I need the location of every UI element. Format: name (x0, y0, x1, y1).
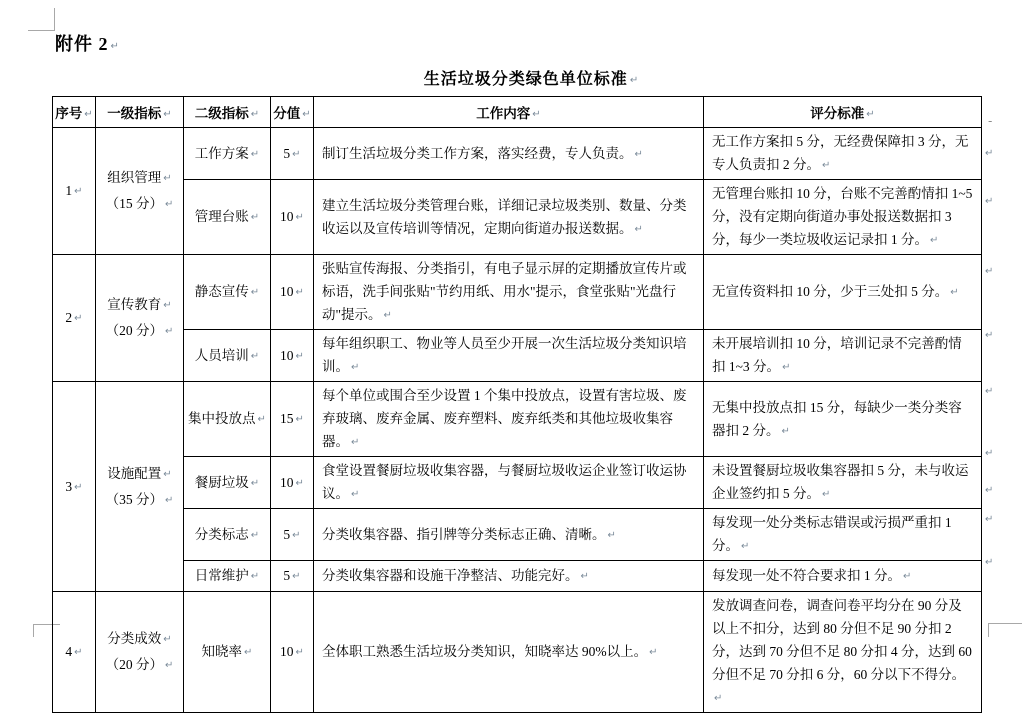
score-value: 10 (280, 284, 294, 299)
cell-work-content (314, 382, 704, 457)
paragraph-mark-icon: ↵ (383, 310, 392, 321)
paragraph-mark-icon: ↵ (302, 109, 311, 120)
paragraph-mark-icon: ↵ (163, 300, 172, 311)
score-value: 15 (280, 411, 294, 426)
scoring-criteria: 未设置餐厨垃圾收集容器扣 5 分，未与收运企业签约扣 5 分。 (712, 463, 969, 501)
cell-secondary-indicator (184, 180, 271, 255)
work-content: 分类收集容器和设施干净整洁、功能完好。 (322, 568, 579, 583)
row-no: 1 (65, 183, 73, 198)
paragraph-mark-icon: ↵ (74, 313, 83, 324)
row-end-mark: ↵ (985, 386, 994, 397)
cell-secondary-indicator (184, 509, 271, 561)
paragraph-mark-icon: ↵ (822, 160, 831, 171)
cell-scoring-criteria (704, 382, 982, 457)
paragraph-mark-icon: ↵ (295, 350, 304, 362)
cell-score (271, 330, 314, 382)
paragraph-mark-icon: ↵ (163, 173, 172, 184)
paragraph-mark-icon: ↵ (822, 489, 831, 500)
paragraph-mark-icon: ↵ (930, 235, 939, 246)
score-value: 10 (280, 474, 294, 490)
score-value: 10 (280, 347, 294, 363)
secondary-indicator: 集中投放点 (188, 411, 256, 426)
paragraph-mark-icon: ↵ (580, 571, 589, 582)
cell-scoring-criteria (704, 457, 982, 509)
paragraph-mark-icon: ↵ (903, 571, 912, 582)
cell-scoring-criteria (704, 255, 982, 330)
row-end-mark: ↵ (985, 557, 994, 568)
row-no: 3 (65, 478, 73, 494)
scoring-criteria: 无集中投放点扣 15 分，每缺少一类分类容器扣 2 分。 (712, 399, 962, 438)
row-end-mark: ↵ (985, 485, 994, 496)
page-corner-mark-bottom-right (988, 623, 1022, 637)
cell-primary-indicator (96, 255, 184, 382)
header-label: 二级指标 (194, 106, 249, 121)
row-end-mark: ↵ (985, 330, 994, 341)
cell-secondary-indicator (184, 255, 271, 330)
standards-table (52, 96, 982, 713)
paragraph-mark-icon: ↵ (629, 75, 640, 86)
primary-indicator: 设施配置 (107, 465, 162, 481)
work-content: 分类收集容器、指引牌等分类标志正确、清晰。 (322, 526, 606, 542)
work-content: 每年组织职工、物业等人员至少开展一次生活垃圾分类知识培训。 (322, 336, 687, 374)
primary-indicator: 分类成效 (107, 631, 162, 646)
primary-indicator: 组织管理 (107, 170, 162, 185)
cell-scoring-criteria (704, 330, 982, 382)
row-no: 2 (65, 310, 73, 325)
column-header-content (314, 97, 704, 128)
header-label: 分值 (273, 106, 301, 121)
paragraph-mark-icon: ↵ (250, 212, 260, 223)
score-value: 5 (283, 145, 291, 161)
table-row (53, 180, 982, 255)
scoring-criteria: 未开展培训扣 10 分，培训记录不完善酌情扣 1~3 分。 (712, 336, 962, 374)
row-end-mark: ↵ (985, 148, 994, 159)
primary-indicator: 宣传教育 (107, 297, 162, 312)
cell-secondary-indicator (184, 330, 271, 382)
document-title (52, 66, 981, 89)
scoring-criteria: 每发现一处不符合要求扣 1 分。 (712, 568, 901, 583)
secondary-indicator: 日常维护 (194, 568, 249, 583)
paragraph-mark-icon: ↵ (295, 414, 304, 425)
paragraph-mark-icon: ↵ (250, 148, 260, 160)
paragraph-mark-icon: ↵ (164, 494, 174, 506)
cell-work-content (314, 180, 704, 255)
paragraph-mark-icon: ↵ (250, 571, 260, 582)
cell-secondary-indicator (184, 561, 271, 592)
header-label: 序号 (55, 106, 83, 121)
paragraph-mark-icon: ↵ (110, 41, 120, 52)
paragraph-mark-icon: ↵ (741, 541, 750, 552)
paragraph-mark-icon: ↵ (634, 148, 643, 160)
paragraph-mark-icon: ↵ (244, 647, 253, 658)
table-row (53, 561, 982, 592)
cell-scoring-criteria (704, 509, 982, 561)
dash-mark: - (988, 114, 993, 128)
paragraph-mark-icon: ↵ (714, 693, 723, 704)
paragraph-mark-icon: ↵ (351, 489, 360, 500)
table-row (53, 457, 982, 509)
row-end-mark: ↵ (985, 514, 994, 525)
cell-work-content (314, 128, 704, 180)
primary-score: （20 分） (105, 657, 163, 672)
row-end-mark: ↵ (985, 266, 994, 277)
cell-scoring-criteria (704, 128, 982, 180)
paragraph-mark-icon: ↵ (781, 425, 790, 437)
cell-score (271, 382, 314, 457)
paragraph-mark-icon: ↵ (250, 477, 260, 489)
cell-score (271, 180, 314, 255)
score-value: 10 (280, 644, 294, 659)
cell-score (271, 509, 314, 561)
paragraph-mark-icon: ↵ (634, 223, 643, 235)
paragraph-mark-icon: ↵ (292, 571, 301, 582)
paragraph-mark-icon: ↵ (250, 109, 260, 120)
cell-work-content (314, 457, 704, 509)
paragraph-mark-icon: ↵ (164, 326, 174, 337)
secondary-indicator: 餐厨垃圾 (194, 474, 249, 490)
paragraph-mark-icon: ↵ (351, 362, 360, 373)
cell-work-content (314, 330, 704, 382)
secondary-indicator: 人员培训 (194, 347, 249, 363)
table-row (53, 382, 982, 457)
paragraph-mark-icon: ↵ (295, 477, 304, 489)
header-label: 工作内容 (476, 106, 531, 121)
paragraph-mark-icon: ↵ (950, 287, 959, 298)
cell-secondary-indicator (184, 382, 271, 457)
table-row (53, 255, 982, 330)
paragraph-mark-icon: ↵ (351, 437, 360, 448)
column-header-no (53, 97, 96, 128)
cell-primary-indicator (96, 382, 184, 592)
row-end-mark: ↵ (985, 196, 994, 207)
header-label: 一级指标 (107, 106, 162, 121)
column-header-criteria (704, 97, 982, 128)
paragraph-mark-icon: ↵ (607, 529, 616, 541)
cell-row-no (53, 382, 96, 592)
cell-score (271, 561, 314, 592)
paragraph-mark-icon: ↵ (164, 199, 174, 210)
scoring-criteria: 无宣传资料扣 10 分，少于三处扣 5 分。 (712, 284, 949, 299)
cell-score (271, 128, 314, 180)
score-value: 10 (280, 209, 294, 224)
cell-score (271, 255, 314, 330)
cell-secondary-indicator (184, 592, 271, 713)
paragraph-mark-icon: ↵ (250, 287, 260, 298)
column-header-score (271, 97, 314, 128)
secondary-indicator: 管理台账 (194, 209, 249, 224)
paragraph-mark-icon: ↵ (292, 529, 301, 541)
attachment-label (55, 30, 120, 56)
cell-row-no (53, 592, 96, 713)
paragraph-mark-icon: ↵ (532, 109, 541, 120)
scoring-criteria: 无工作方案扣 5 分，无经费保障扣 3 分，无专人负责扣 2 分。 (712, 134, 969, 172)
primary-score: （15 分） (105, 196, 163, 211)
cell-primary-indicator (96, 592, 184, 713)
row-end-mark: ↵ (985, 448, 994, 459)
paragraph-mark-icon: ↵ (163, 468, 172, 480)
score-value: 5 (283, 568, 291, 583)
page-corner-mark-top-left (28, 8, 55, 31)
secondary-indicator: 工作方案 (194, 145, 249, 161)
column-header-secondary (184, 97, 271, 128)
paragraph-mark-icon: ↵ (74, 647, 83, 658)
header-row (53, 97, 982, 128)
header-label: 评分标准 (810, 106, 865, 121)
work-content: 全体职工熟悉生活垃圾分类知识，知晓率达 90%以上。 (322, 644, 648, 659)
table-row (53, 509, 982, 561)
paragraph-mark-icon: ↵ (250, 350, 260, 362)
work-content: 张贴宣传海报、分类指引，有电子显示屏的定期播放宣传片或标语，洗手间张贴"节约用纸、用水"提示，食堂张贴"光盘行动"提示。 (322, 261, 687, 322)
row-no: 4 (65, 644, 73, 659)
paragraph-mark-icon: ↵ (257, 414, 266, 425)
work-content: 制订生活垃圾分类工作方案，落实经费，专人负责。 (322, 145, 633, 161)
secondary-indicator: 静态宣传 (194, 284, 249, 299)
work-content: 建立生活垃圾分类管理台账，详细记录垃圾类别、数量、分类收运以及宣传培训等情况，定期向街道办报送数据。 (322, 197, 687, 236)
score-value: 5 (283, 526, 291, 542)
cell-work-content (314, 509, 704, 561)
primary-score: （20 分） (105, 323, 163, 338)
cell-row-no (53, 128, 96, 255)
scoring-criteria: 发放调查问卷，调查问卷平均分在 90 分及以上不扣分，达到 80 分但不足 90 分扣 2 分，达到 70 分但不足 80 分扣 4 分，达到 60 分但不足 70 分扣 6 分，60 分以下不得分。 (712, 598, 972, 682)
document-title-text: 生活垃圾分类绿色单位标准 (423, 71, 628, 88)
scoring-criteria: 每发现一处分类标志错误或污损严重扣 1 分。 (712, 515, 952, 553)
work-content: 每个单位或围合至少设置 1 个集中投放点，设置有害垃圾、废弃玻璃、废弃金属、废弃塑料、废弃纸类和其他垃圾收集容器。 (322, 388, 687, 449)
paragraph-mark-icon: ↵ (250, 529, 260, 541)
paragraph-mark-icon: ↵ (866, 109, 875, 120)
paragraph-mark-icon: ↵ (649, 647, 658, 658)
cell-scoring-criteria (704, 180, 982, 255)
cell-score (271, 592, 314, 713)
work-content: 食堂设置餐厨垃圾收集容器，与餐厨垃圾收运企业签订收运协议。 (322, 463, 687, 501)
cell-primary-indicator (96, 128, 184, 255)
paragraph-mark-icon: ↵ (295, 287, 304, 298)
secondary-indicator: 知晓率 (201, 644, 243, 659)
paragraph-mark-icon: ↵ (292, 148, 301, 160)
paragraph-mark-icon: ↵ (164, 660, 174, 671)
cell-scoring-criteria (704, 561, 982, 592)
paragraph-mark-icon: ↵ (295, 647, 304, 658)
paragraph-mark-icon: ↵ (84, 109, 93, 120)
paragraph-mark-icon: ↵ (295, 212, 304, 223)
paragraph-mark-icon: ↵ (782, 362, 791, 373)
attachment-label-text: 附件 2 (55, 34, 109, 54)
paragraph-mark-icon: ↵ (163, 109, 172, 120)
primary-score: （35 分） (105, 491, 163, 507)
table-row (53, 592, 982, 713)
paragraph-mark-icon: ↵ (74, 481, 83, 493)
column-header-primary (96, 97, 184, 128)
paragraph-mark-icon: ↵ (163, 634, 172, 645)
cell-secondary-indicator (184, 457, 271, 509)
cell-secondary-indicator (184, 128, 271, 180)
secondary-indicator: 分类标志 (194, 526, 249, 542)
cell-work-content (314, 592, 704, 713)
table-row (53, 330, 982, 382)
cell-work-content (314, 255, 704, 330)
cell-row-no (53, 255, 96, 382)
cell-scoring-criteria (704, 592, 982, 713)
scoring-criteria: 无管理台账扣 10 分，台账不完善酌情扣 1~5 分，没有定期向街道办事处报送数据扣 3 分，每少一类垃圾收运记录扣 1 分。 (712, 186, 973, 247)
paragraph-mark-icon: ↵ (74, 186, 83, 197)
cell-score (271, 457, 314, 509)
cell-work-content (314, 561, 704, 592)
table-row (53, 128, 982, 180)
